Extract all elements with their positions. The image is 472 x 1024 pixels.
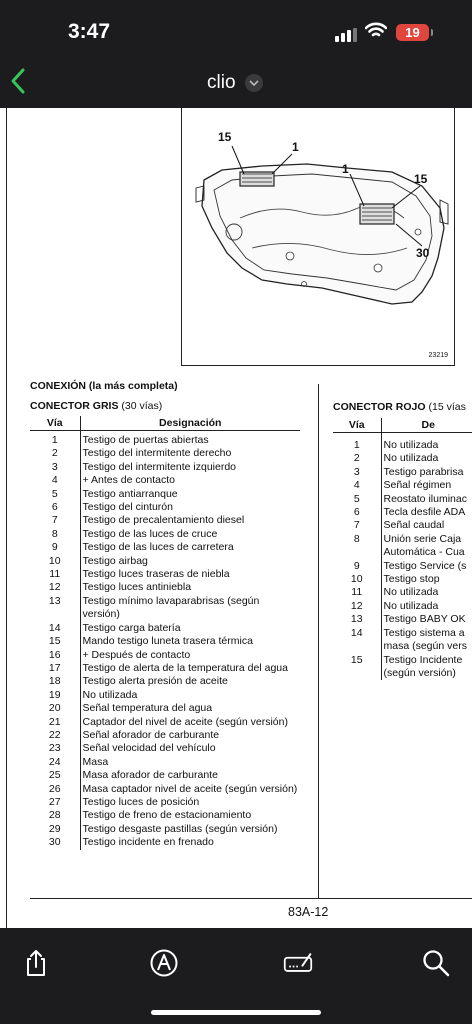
gris-title-rest: (30 vías) bbox=[118, 400, 163, 412]
table-row bbox=[30, 514, 300, 527]
table-row bbox=[333, 586, 472, 599]
table-row bbox=[30, 581, 300, 594]
pin-number: 7 bbox=[333, 519, 381, 532]
table-row bbox=[30, 431, 300, 448]
table-row bbox=[30, 622, 300, 635]
pin-number: 12 bbox=[333, 600, 381, 613]
pin-number: 10 bbox=[30, 555, 80, 568]
pin-number: 22 bbox=[30, 729, 80, 742]
pin-designation: Testigo de alerta de la temperatura del agua bbox=[82, 661, 288, 674]
pin-designation: Testigo luces de posición bbox=[82, 795, 200, 808]
search-icon[interactable] bbox=[421, 948, 451, 978]
pin-number: 9 bbox=[30, 541, 80, 554]
table-row bbox=[30, 635, 300, 648]
rojo-pinout-table bbox=[333, 418, 472, 680]
pin-number: 13 bbox=[30, 595, 80, 622]
rojo-title-bold: CONECTOR ROJO bbox=[333, 401, 426, 413]
wifi-icon bbox=[365, 22, 387, 39]
pin-number: 3 bbox=[333, 466, 381, 479]
page-edge-line bbox=[6, 108, 7, 928]
pin-designation: Testigo de freno de estacionamiento bbox=[82, 809, 252, 822]
table-row bbox=[333, 560, 472, 573]
signature-form-icon[interactable] bbox=[283, 948, 313, 978]
pin-designation: Testigo sistema a masa (según vers bbox=[383, 626, 467, 653]
pin-designation: Tecla desfile ADA bbox=[383, 506, 466, 519]
pin-designation: Unión serie Caja Automática - Cua bbox=[383, 532, 465, 559]
pin-number: 30 bbox=[30, 836, 80, 849]
table-row bbox=[333, 479, 472, 492]
table-row bbox=[333, 654, 472, 681]
table-row bbox=[30, 474, 300, 487]
pin-designation: Señal caudal bbox=[383, 519, 445, 532]
table-row bbox=[333, 573, 472, 586]
pin-designation: Testigo Service (s bbox=[383, 559, 467, 572]
gris-title-bold: CONECTOR GRIS bbox=[30, 400, 119, 412]
table-row bbox=[333, 600, 472, 613]
table-row bbox=[333, 533, 472, 560]
pin-number: 13 bbox=[333, 613, 381, 626]
col-header-designacion: Designación bbox=[80, 416, 300, 431]
pin-number: 2 bbox=[30, 447, 80, 460]
pin-number: 6 bbox=[333, 506, 381, 519]
table-row bbox=[30, 796, 300, 809]
pin-number: 26 bbox=[30, 783, 80, 796]
table-row bbox=[30, 501, 300, 514]
instrument-panel-figure bbox=[181, 108, 455, 366]
document-title[interactable]: clio bbox=[207, 72, 236, 93]
pin-designation: Mando testigo luneta trasera térmica bbox=[82, 635, 253, 648]
pin-number: 3 bbox=[30, 461, 80, 474]
pin-designation: Testigo alerta presión de aceite bbox=[82, 675, 228, 688]
table-row bbox=[30, 568, 300, 581]
pin-number: 12 bbox=[30, 581, 80, 594]
pin-designation: Testigo de las luces de cruce bbox=[82, 527, 218, 540]
table-row bbox=[30, 729, 300, 742]
pin-designation: Testigo del intermitente izquierdo bbox=[82, 460, 237, 473]
table-row bbox=[30, 541, 300, 554]
pin-number: 14 bbox=[333, 627, 381, 654]
pin-designation: Captador del nivel de aceite (según versión) bbox=[82, 715, 288, 728]
pin-designation: + Antes de contacto bbox=[82, 474, 176, 487]
pin-designation: Testigo luces traseras de niebla bbox=[82, 568, 230, 581]
table-row bbox=[30, 702, 300, 715]
pin-number: 5 bbox=[30, 488, 80, 501]
home-indicator bbox=[151, 1010, 321, 1015]
table-row bbox=[30, 488, 300, 501]
pin-designation: No utilizada bbox=[82, 688, 138, 701]
pin-designation: Masa bbox=[82, 755, 109, 768]
pin-designation: No utilizada bbox=[383, 439, 439, 451]
callout-label: 1 bbox=[342, 162, 349, 176]
pin-designation: Masa captador nivel de aceite (según versión) bbox=[82, 782, 298, 795]
pin-number: 6 bbox=[30, 501, 80, 514]
table-row bbox=[333, 466, 472, 479]
pin-number: 1 bbox=[333, 433, 381, 453]
gris-pinout-table bbox=[30, 416, 300, 850]
document-page[interactable] bbox=[0, 108, 472, 928]
pin-number: 2 bbox=[333, 452, 381, 465]
pin-designation: Testigo parabrisa bbox=[383, 465, 464, 478]
pin-number: 17 bbox=[30, 662, 80, 675]
table-row bbox=[30, 649, 300, 662]
pin-designation: Testigo mínimo lavaparabrisas (según versión) bbox=[82, 594, 260, 621]
pin-designation: No utilizada bbox=[383, 452, 439, 465]
table-row bbox=[30, 742, 300, 755]
pin-designation: Testigo de puertas abiertas bbox=[82, 434, 209, 446]
status-time: 3:47 bbox=[68, 20, 111, 43]
pin-number: 24 bbox=[30, 756, 80, 769]
col-header-designacion: De bbox=[381, 418, 472, 433]
pin-number: 28 bbox=[30, 809, 80, 822]
table-row bbox=[30, 823, 300, 836]
pin-number: 15 bbox=[30, 635, 80, 648]
table-row bbox=[30, 809, 300, 822]
pin-number: 27 bbox=[30, 796, 80, 809]
col-header-via: Vía bbox=[333, 418, 381, 433]
chevron-left-icon[interactable] bbox=[10, 66, 26, 104]
callout-label: 1 bbox=[292, 140, 299, 154]
table-row bbox=[30, 783, 300, 796]
pin-designation: Señal temperatura del agua bbox=[82, 702, 213, 715]
column-divider bbox=[318, 384, 319, 898]
table-row bbox=[30, 675, 300, 688]
pin-number: 11 bbox=[333, 586, 381, 599]
table-row bbox=[30, 447, 300, 460]
pin-number: 11 bbox=[30, 568, 80, 581]
pin-designation: Testigo de precalentamiento diesel bbox=[82, 514, 245, 527]
pin-designation: Masa aforador de carburante bbox=[82, 769, 218, 782]
pin-number: 29 bbox=[30, 823, 80, 836]
pin-number: 18 bbox=[30, 675, 80, 688]
pin-designation: Testigo antiarranque bbox=[82, 487, 178, 500]
pin-designation: Señal régimen bbox=[383, 479, 452, 492]
table-row bbox=[30, 528, 300, 541]
pin-number: 25 bbox=[30, 769, 80, 782]
chevron-down-icon[interactable] bbox=[245, 74, 263, 92]
cellular-signal-icon bbox=[335, 28, 357, 42]
status-bar bbox=[0, 0, 472, 62]
pin-number: 19 bbox=[30, 689, 80, 702]
instrument-panel-drawing bbox=[182, 108, 454, 364]
callout-label: 15 bbox=[414, 172, 428, 186]
table-row bbox=[30, 836, 300, 849]
pin-designation: Testigo BABY OK bbox=[383, 613, 466, 626]
share-icon[interactable] bbox=[21, 948, 51, 978]
pin-number: 8 bbox=[333, 533, 381, 560]
table-row bbox=[333, 452, 472, 465]
pin-number: 8 bbox=[30, 528, 80, 541]
pin-number: 23 bbox=[30, 742, 80, 755]
pin-number: 9 bbox=[333, 560, 381, 573]
pin-number: 5 bbox=[333, 493, 381, 506]
pin-designation: Testigo desgaste pastillas (según versión) bbox=[82, 822, 278, 835]
table-row bbox=[30, 461, 300, 474]
table-row bbox=[333, 519, 472, 532]
pin-number: 15 bbox=[333, 654, 381, 681]
pin-designation: No utilizada bbox=[383, 599, 439, 612]
gris-connector-title bbox=[30, 400, 162, 412]
pin-number: 4 bbox=[30, 474, 80, 487]
pin-designation: Testigo del intermitente derecho bbox=[82, 447, 232, 460]
table-row bbox=[333, 627, 472, 654]
pin-number: 4 bbox=[333, 479, 381, 492]
navigation-bar bbox=[0, 62, 472, 108]
table-row bbox=[30, 555, 300, 568]
pin-designation: + Después de contacto bbox=[82, 648, 191, 661]
pin-number: 20 bbox=[30, 702, 80, 715]
figure-reference: 23219 bbox=[428, 352, 448, 359]
pin-number: 14 bbox=[30, 622, 80, 635]
section-title: CONEXIÓN (la más completa) bbox=[30, 380, 178, 392]
pin-number: 21 bbox=[30, 716, 80, 729]
markup-pen-icon[interactable] bbox=[149, 948, 179, 978]
pin-number: 10 bbox=[333, 573, 381, 586]
pin-designation: Testigo del cinturón bbox=[82, 501, 173, 514]
pin-designation: Testigo airbag bbox=[82, 554, 148, 567]
callout-label: 30 bbox=[416, 246, 430, 260]
pin-designation: Señal velocidad del vehículo bbox=[82, 742, 216, 755]
pin-designation: Reostato iluminac bbox=[383, 492, 467, 505]
page-number: 83A-12 bbox=[288, 905, 329, 919]
callout-label: 15 bbox=[218, 130, 232, 144]
battery-indicator: 19 bbox=[396, 24, 429, 41]
table-row bbox=[30, 595, 300, 622]
pin-number: 16 bbox=[30, 649, 80, 662]
pin-designation: Testigo de las luces de carretera bbox=[82, 541, 234, 554]
pin-designation: Testigo incidente en frenado bbox=[82, 836, 214, 849]
pin-designation: Señal aforador de carburante bbox=[82, 728, 220, 741]
table-row bbox=[333, 493, 472, 506]
footer-rule bbox=[30, 898, 472, 899]
pin-designation: Testigo stop bbox=[383, 573, 440, 586]
table-row bbox=[30, 769, 300, 782]
table-row bbox=[333, 613, 472, 626]
pin-designation: No utilizada bbox=[383, 586, 439, 599]
pin-designation: Testigo luces antiniebla bbox=[82, 581, 192, 594]
table-row bbox=[30, 689, 300, 702]
pin-number: 1 bbox=[30, 431, 80, 448]
col-header-via: Vía bbox=[30, 416, 80, 431]
rojo-connector-title bbox=[333, 401, 466, 413]
table-row bbox=[333, 506, 472, 519]
pin-number: 7 bbox=[30, 514, 80, 527]
table-row bbox=[30, 756, 300, 769]
rojo-title-rest: (15 vías bbox=[425, 401, 466, 413]
table-row bbox=[30, 662, 300, 675]
table-row bbox=[333, 433, 472, 453]
table-row bbox=[30, 716, 300, 729]
pin-designation: Testigo Incidente (según versión) bbox=[383, 653, 463, 679]
pin-designation: Testigo carga batería bbox=[82, 621, 181, 634]
